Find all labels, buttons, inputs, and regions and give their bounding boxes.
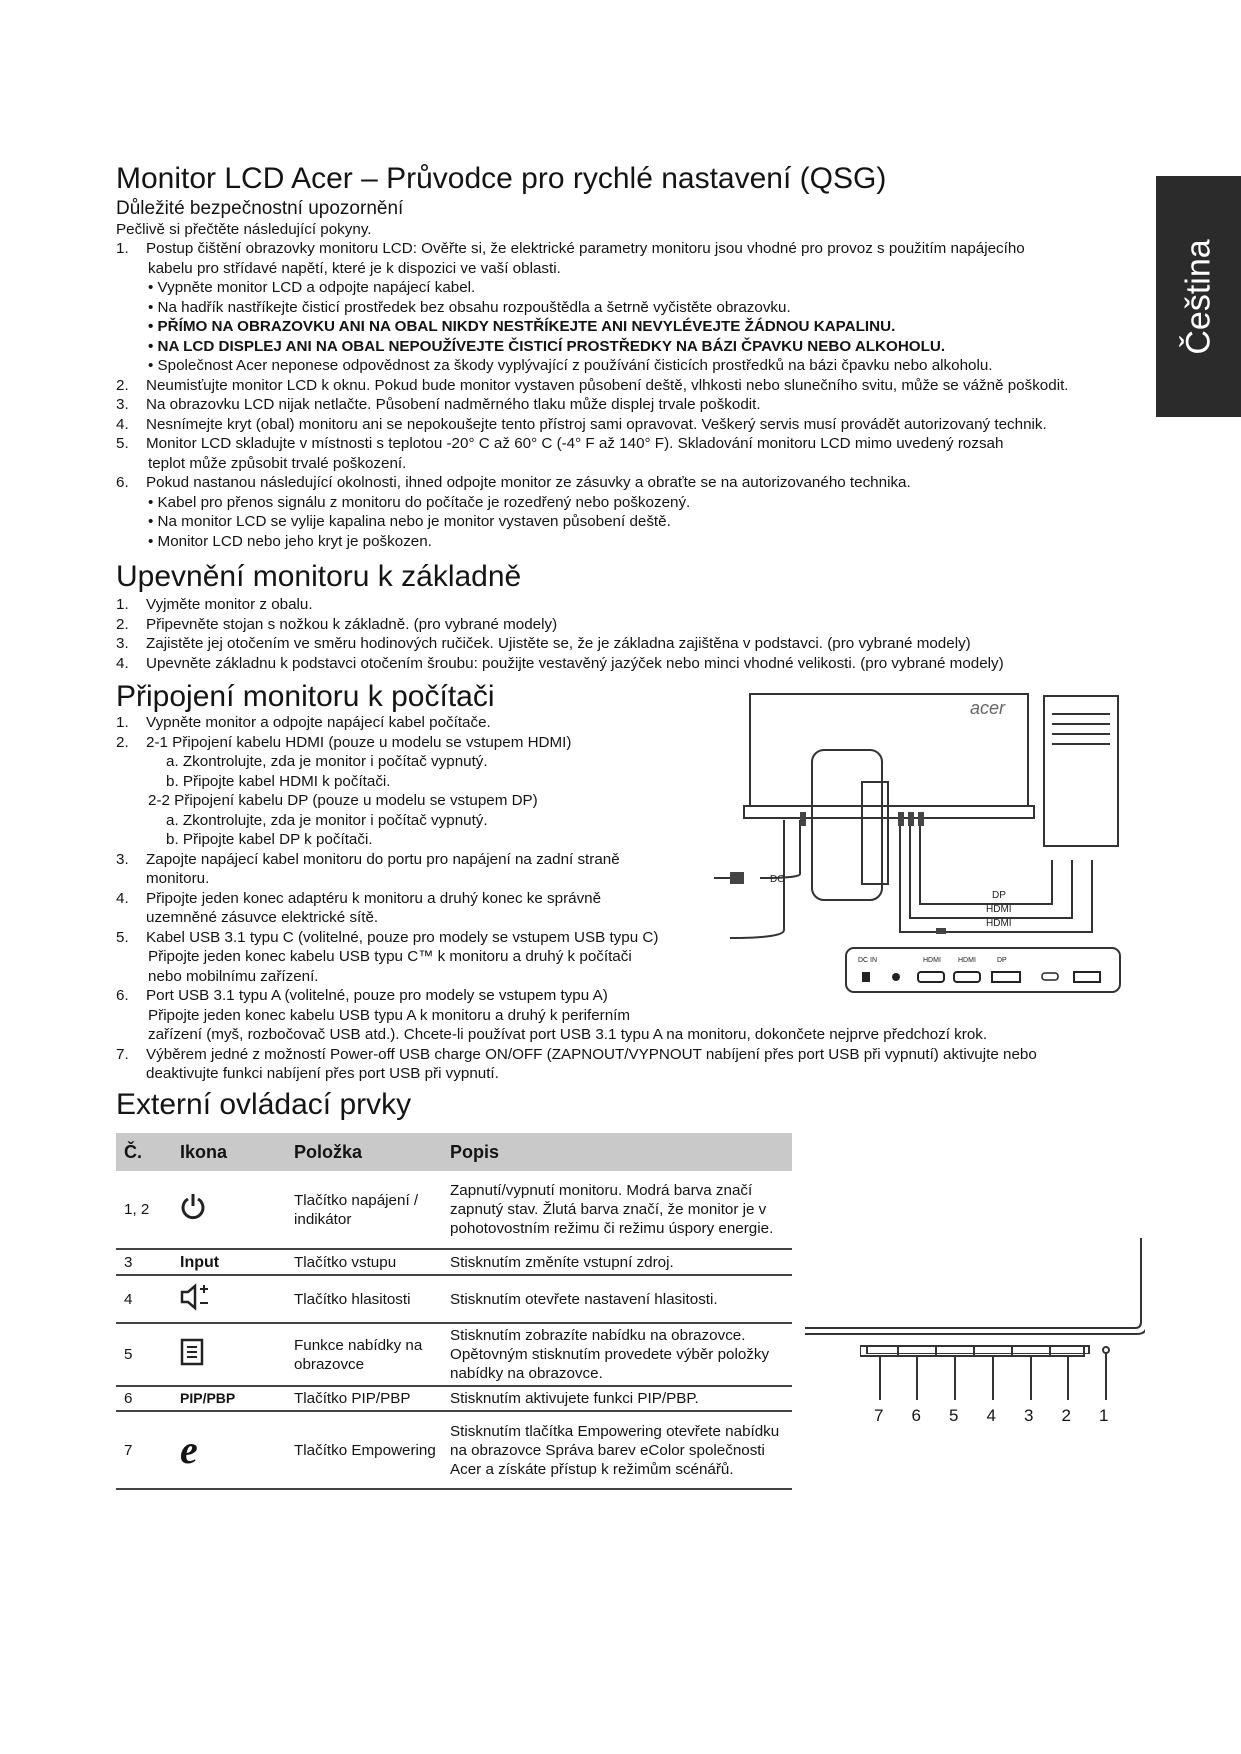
list-text: zařízení (myš, rozbočovač USB atd.). Chcete-li používat port USB 3.1 typu A na monitoru, dokončete nejprve předchozí krok.	[148, 1026, 988, 1043]
list-item	[116, 850, 620, 870]
list-item	[148, 337, 945, 357]
list-text: 2-2 Připojení kabelu DP (pouze u modelu se vstupem DP)	[148, 792, 538, 809]
list-item	[116, 1045, 1037, 1065]
list-number: 3.	[116, 850, 129, 868]
list-item	[148, 532, 432, 552]
volume-icon	[172, 1275, 286, 1323]
list-text: • Vypněte monitor LCD a odpojte napájecí kabel.	[148, 279, 476, 296]
list-text: uzemněné zásuvce elektrické sítě.	[146, 909, 379, 926]
cell-description: Stisknutím otevřete nastavení hlasitosti.	[442, 1275, 792, 1323]
list-item	[148, 791, 538, 811]
list-text: Připojte jeden konec kabelu USB typu A k monitoru a druhý k periferním	[148, 1006, 631, 1024]
list-item	[116, 434, 1003, 454]
list-text: deaktivujte funkci nabíjení přes port USB při vypnutí.	[146, 1065, 499, 1082]
list-text: a. Zkontrolujte, zda je monitor i počítač vypnutý.	[166, 811, 488, 829]
list-item	[146, 908, 378, 928]
list-text: Výběrem jedné z možností Power-off USB charge ON/OFF (ZAPNOUT/VYPNOUT nabíjení přes port USB při vypnutí) aktivujte nebo	[146, 1045, 1037, 1063]
list-item	[148, 947, 632, 967]
list-item	[116, 713, 491, 733]
list-text: a. Zkontrolujte, zda je monitor i počítač vypnutý.	[166, 753, 488, 770]
cell-description: Zapnutí/vypnutí monitoru. Modrá barva značí zapnutý stav. Žlutá barva značí, že monitor je v pohotovostním režimu či režimu úspory energie.	[442, 1171, 792, 1249]
list-item	[116, 733, 571, 753]
power-icon	[172, 1171, 286, 1249]
cell-item: Tlačítko PIP/PBP	[286, 1386, 442, 1411]
list-number: 6.	[116, 474, 129, 491]
list-text: Vyjměte monitor z obalu.	[146, 596, 313, 613]
list-item	[166, 752, 488, 772]
table-row	[116, 1171, 792, 1249]
list-text: Zapojte napájecí kabel monitoru do portu pro napájení na zadní straně	[146, 850, 620, 868]
empowering-icon: e	[172, 1411, 286, 1489]
port-label-hdmi-1: HDMI	[923, 957, 941, 964]
front-buttons-bar	[860, 1344, 1160, 1404]
list-text: Nesnímejte kryt (obal) monitoru ani se nepokoušejte tento přístroj sami opravovat. Veškerý servis musí provádět autorizovaný technik.	[146, 415, 1047, 433]
safety-intro: Pečlivě si přečtěte následující pokyny.	[116, 221, 372, 238]
list-text: teplot může způsobit trvalé poškození.	[148, 454, 407, 472]
list-item	[148, 278, 475, 298]
button-number: 2	[1061, 1406, 1071, 1425]
table-row	[116, 1323, 792, 1386]
language-tab-label: Čeština	[1179, 238, 1217, 355]
col-icon: Ikona	[172, 1133, 286, 1171]
list-number: 5.	[116, 928, 129, 946]
button-number: 7	[874, 1406, 884, 1425]
label-dp: DP	[992, 890, 1006, 901]
language-tab	[1156, 176, 1241, 417]
list-item	[166, 811, 488, 831]
input-label: Input	[172, 1249, 286, 1275]
list-item	[146, 1064, 499, 1084]
list-item	[116, 986, 608, 1006]
pc-tower	[1044, 696, 1118, 846]
list-text: b. Připojte kabel DP k počítači.	[166, 831, 373, 848]
table-row	[116, 1249, 792, 1275]
list-item	[116, 395, 761, 415]
table-row	[116, 1386, 792, 1411]
port-strip	[846, 948, 1120, 992]
button-number: 5	[949, 1406, 959, 1425]
table-row	[116, 1411, 792, 1489]
list-text: Pokud nastanou následující okolnosti, ihned odpojte monitor ze zásuvky a obraťte se na autorizovaného technika.	[146, 474, 911, 491]
list-number: 4.	[116, 415, 129, 433]
list-text: • Společnost Acer neponese odpovědnost za škody vyplývající z používání čisticích prostředků na bázi čpavku nebo alkoholu.	[148, 357, 993, 374]
list-item	[116, 889, 601, 909]
cell-item: Tlačítko hlasitosti	[286, 1275, 442, 1323]
brand-logo: acer	[970, 698, 1006, 718]
button-number: 6	[911, 1406, 921, 1425]
cell-item: Tlačítko vstupu	[286, 1249, 442, 1275]
list-text: • Na hadřík nastříkejte čisticí prostředek bez obsahu rozpouštědla a šetrně vyčistěte obrazovku.	[148, 298, 791, 316]
cell-number: 1, 2	[116, 1171, 172, 1249]
col-number: Č.	[116, 1133, 172, 1171]
list-item	[148, 1006, 630, 1026]
label-dc: DC	[770, 874, 785, 885]
list-number: 3.	[116, 635, 129, 652]
list-text: Vypněte monitor a odpojte napájecí kabel počítače.	[146, 714, 491, 731]
table-row	[116, 1275, 792, 1323]
list-item	[116, 654, 1004, 674]
safety-heading: Důležité bezpečnostní upozornění	[116, 198, 404, 219]
col-item: Položka	[286, 1133, 442, 1171]
list-item	[148, 967, 319, 987]
list-number: 2.	[116, 615, 129, 633]
list-text: Připevněte stojan s nožkou k základně. (pro vybrané modely)	[146, 615, 558, 633]
list-number: 5.	[116, 435, 129, 452]
list-text: • Na monitor LCD se vylije kapalina nebo je monitor vystaven působení deště.	[148, 513, 671, 530]
list-text: b. Připojte kabel HDMI k počítači.	[166, 772, 391, 790]
label-hdmi-1: HDMI	[986, 904, 1012, 915]
front-buttons-diagram	[805, 1234, 1145, 1354]
list-text: kabelu pro střídavé napětí, které je k dispozici ve vaší oblasti.	[148, 259, 561, 277]
cell-number: 3	[116, 1249, 172, 1275]
list-item	[146, 869, 209, 889]
cell-item: Tlačítko napájení / indikátor	[286, 1171, 442, 1249]
button-number: 1	[1099, 1406, 1109, 1425]
list-item	[116, 928, 658, 948]
cell-description: Stisknutím zobrazíte nabídku na obrazovce. Opětovným stisknutím provedete výběr položky nabídky na obrazovce.	[442, 1323, 792, 1386]
list-item	[148, 493, 690, 513]
list-text: • PŘÍMO NA OBRAZOVKU ANI NA OBAL NIKDY NESTŘÍKEJTE ANI NEVYLÉVEJTE ŽÁDNOU KAPALINU.	[148, 318, 896, 335]
cell-number: 6	[116, 1386, 172, 1411]
list-text: Připojte jeden konec adaptéru k monitoru a druhý konec ke správně	[146, 889, 602, 907]
list-item	[166, 830, 373, 850]
list-text: Monitor LCD skladujte v místnosti s teplotou -20° C až 60° C (-4° F až 140° F). Skladování monitoru LCD mimo uvedený rozsah	[146, 435, 1004, 452]
list-text: Na obrazovku LCD nijak netlačte. Působení nadměrného tlaku může displej trvale poškodit.	[146, 396, 761, 413]
label-hdmi-2: HDMI	[986, 918, 1012, 929]
list-text: Port USB 3.1 typu A (volitelné, pouze pro modely se vstupem typu A)	[146, 987, 608, 1004]
cell-description: Stisknutím tlačítka Empowering otevřete nabídku na obrazovce Správa barev eColor společnosti Acer a získáte přístup k režimům scénářů.	[442, 1411, 792, 1489]
list-text: monitoru.	[146, 870, 210, 887]
list-text: Zajistěte jej otočením ve směru hodinových ručiček. Ujistěte se, že je základna zajištěna v podstavci. (pro vybrané modely)	[146, 635, 971, 652]
cell-item: Tlačítko Empowering	[286, 1411, 442, 1489]
controls-heading: Externí ovládací prvky	[116, 1088, 412, 1121]
cell-description: Stisknutím změníte vstupní zdroj.	[442, 1249, 792, 1275]
list-number: 2.	[116, 733, 129, 751]
list-item	[148, 259, 561, 279]
cell-description: Stisknutím aktivujete funkci PIP/PBP.	[442, 1386, 792, 1411]
list-item	[116, 615, 557, 635]
connect-heading: Připojení monitoru k počítači	[116, 680, 495, 713]
list-text: • NA LCD DISPLEJ ANI NA OBAL NEPOUŽÍVEJTE ČISTICÍ PROSTŘEDKY NA BÁZI ČPAVKU NEBO ALKOHOLU.	[148, 337, 946, 355]
list-item	[148, 317, 895, 337]
stand	[812, 750, 882, 900]
menu-icon	[172, 1323, 286, 1386]
cell-number: 7	[116, 1411, 172, 1489]
list-number: 4.	[116, 889, 129, 907]
list-item	[166, 772, 391, 792]
list-number: 1.	[116, 240, 129, 257]
controls-table	[116, 1133, 792, 1490]
list-item	[116, 595, 313, 615]
list-item	[116, 634, 971, 654]
list-item	[116, 239, 1025, 259]
list-item	[116, 376, 1069, 396]
list-item	[148, 298, 791, 318]
list-number: 6.	[116, 987, 129, 1004]
list-number: 4.	[116, 654, 129, 672]
list-text: • Kabel pro přenos signálu z monitoru do počítače je rozedřený nebo poškozený.	[148, 493, 691, 511]
cell-number: 4	[116, 1275, 172, 1323]
list-number: 1.	[116, 714, 129, 731]
list-number: 3.	[116, 396, 129, 413]
port-label-dp: DP	[997, 957, 1007, 964]
cell-number: 5	[116, 1323, 172, 1386]
list-item	[116, 473, 911, 493]
list-text: nebo mobilnímu zařízení.	[148, 967, 319, 985]
pip-pbp-label: PIP/PBP	[172, 1386, 286, 1411]
list-text: Neumisťujte monitor LCD k oknu. Pokud bude monitor vystaven působení deště, vlhkosti nebo slunečního svitu, může se vážně poškodit.	[146, 376, 1069, 394]
list-text: 2-1 Připojení kabelu HDMI (pouze u modelu se vstupem HDMI)	[146, 733, 572, 751]
button-number: 4	[986, 1406, 996, 1425]
list-item	[148, 512, 671, 532]
cell-item: Funkce nabídky na obrazovce	[286, 1323, 442, 1386]
list-item	[116, 415, 1047, 435]
col-description: Popis	[442, 1133, 792, 1171]
port-label-dc-in: DC IN	[858, 957, 878, 964]
list-item	[148, 1025, 987, 1045]
list-number: 7.	[116, 1045, 129, 1063]
list-text: Připojte jeden konec kabelu USB typu C™ k monitoru a druhý k počítači	[148, 948, 632, 965]
list-number: 2.	[116, 376, 129, 394]
list-text: Upevněte základnu k podstavci otočením šroubu: použijte vestavěný jazýček nebo minci vhodné velikosti. (pro vybrané modely)	[146, 654, 1004, 672]
table-header-row	[116, 1133, 792, 1171]
base-heading: Upevnění monitoru k základně	[116, 560, 522, 593]
list-item	[148, 454, 406, 474]
list-number: 1.	[116, 596, 129, 613]
button-number: 3	[1024, 1406, 1034, 1425]
connection-diagram	[700, 692, 1140, 1012]
list-text: • Monitor LCD nebo jeho kryt je poškozen.	[148, 532, 432, 550]
list-item	[148, 356, 993, 376]
list-text: Kabel USB 3.1 typu C (volitelné, pouze pro modely se vstupem USB typu C)	[146, 928, 659, 946]
list-text: Postup čištění obrazovky monitoru LCD: Ověřte si, že elektrické parametry monitoru jsou vhodné pro provoz s použitím napájecího	[146, 240, 1025, 257]
port-label-hdmi-2: HDMI	[958, 957, 976, 964]
page-title: Monitor LCD Acer – Průvodce pro rychlé nastavení (QSG)	[116, 162, 887, 195]
